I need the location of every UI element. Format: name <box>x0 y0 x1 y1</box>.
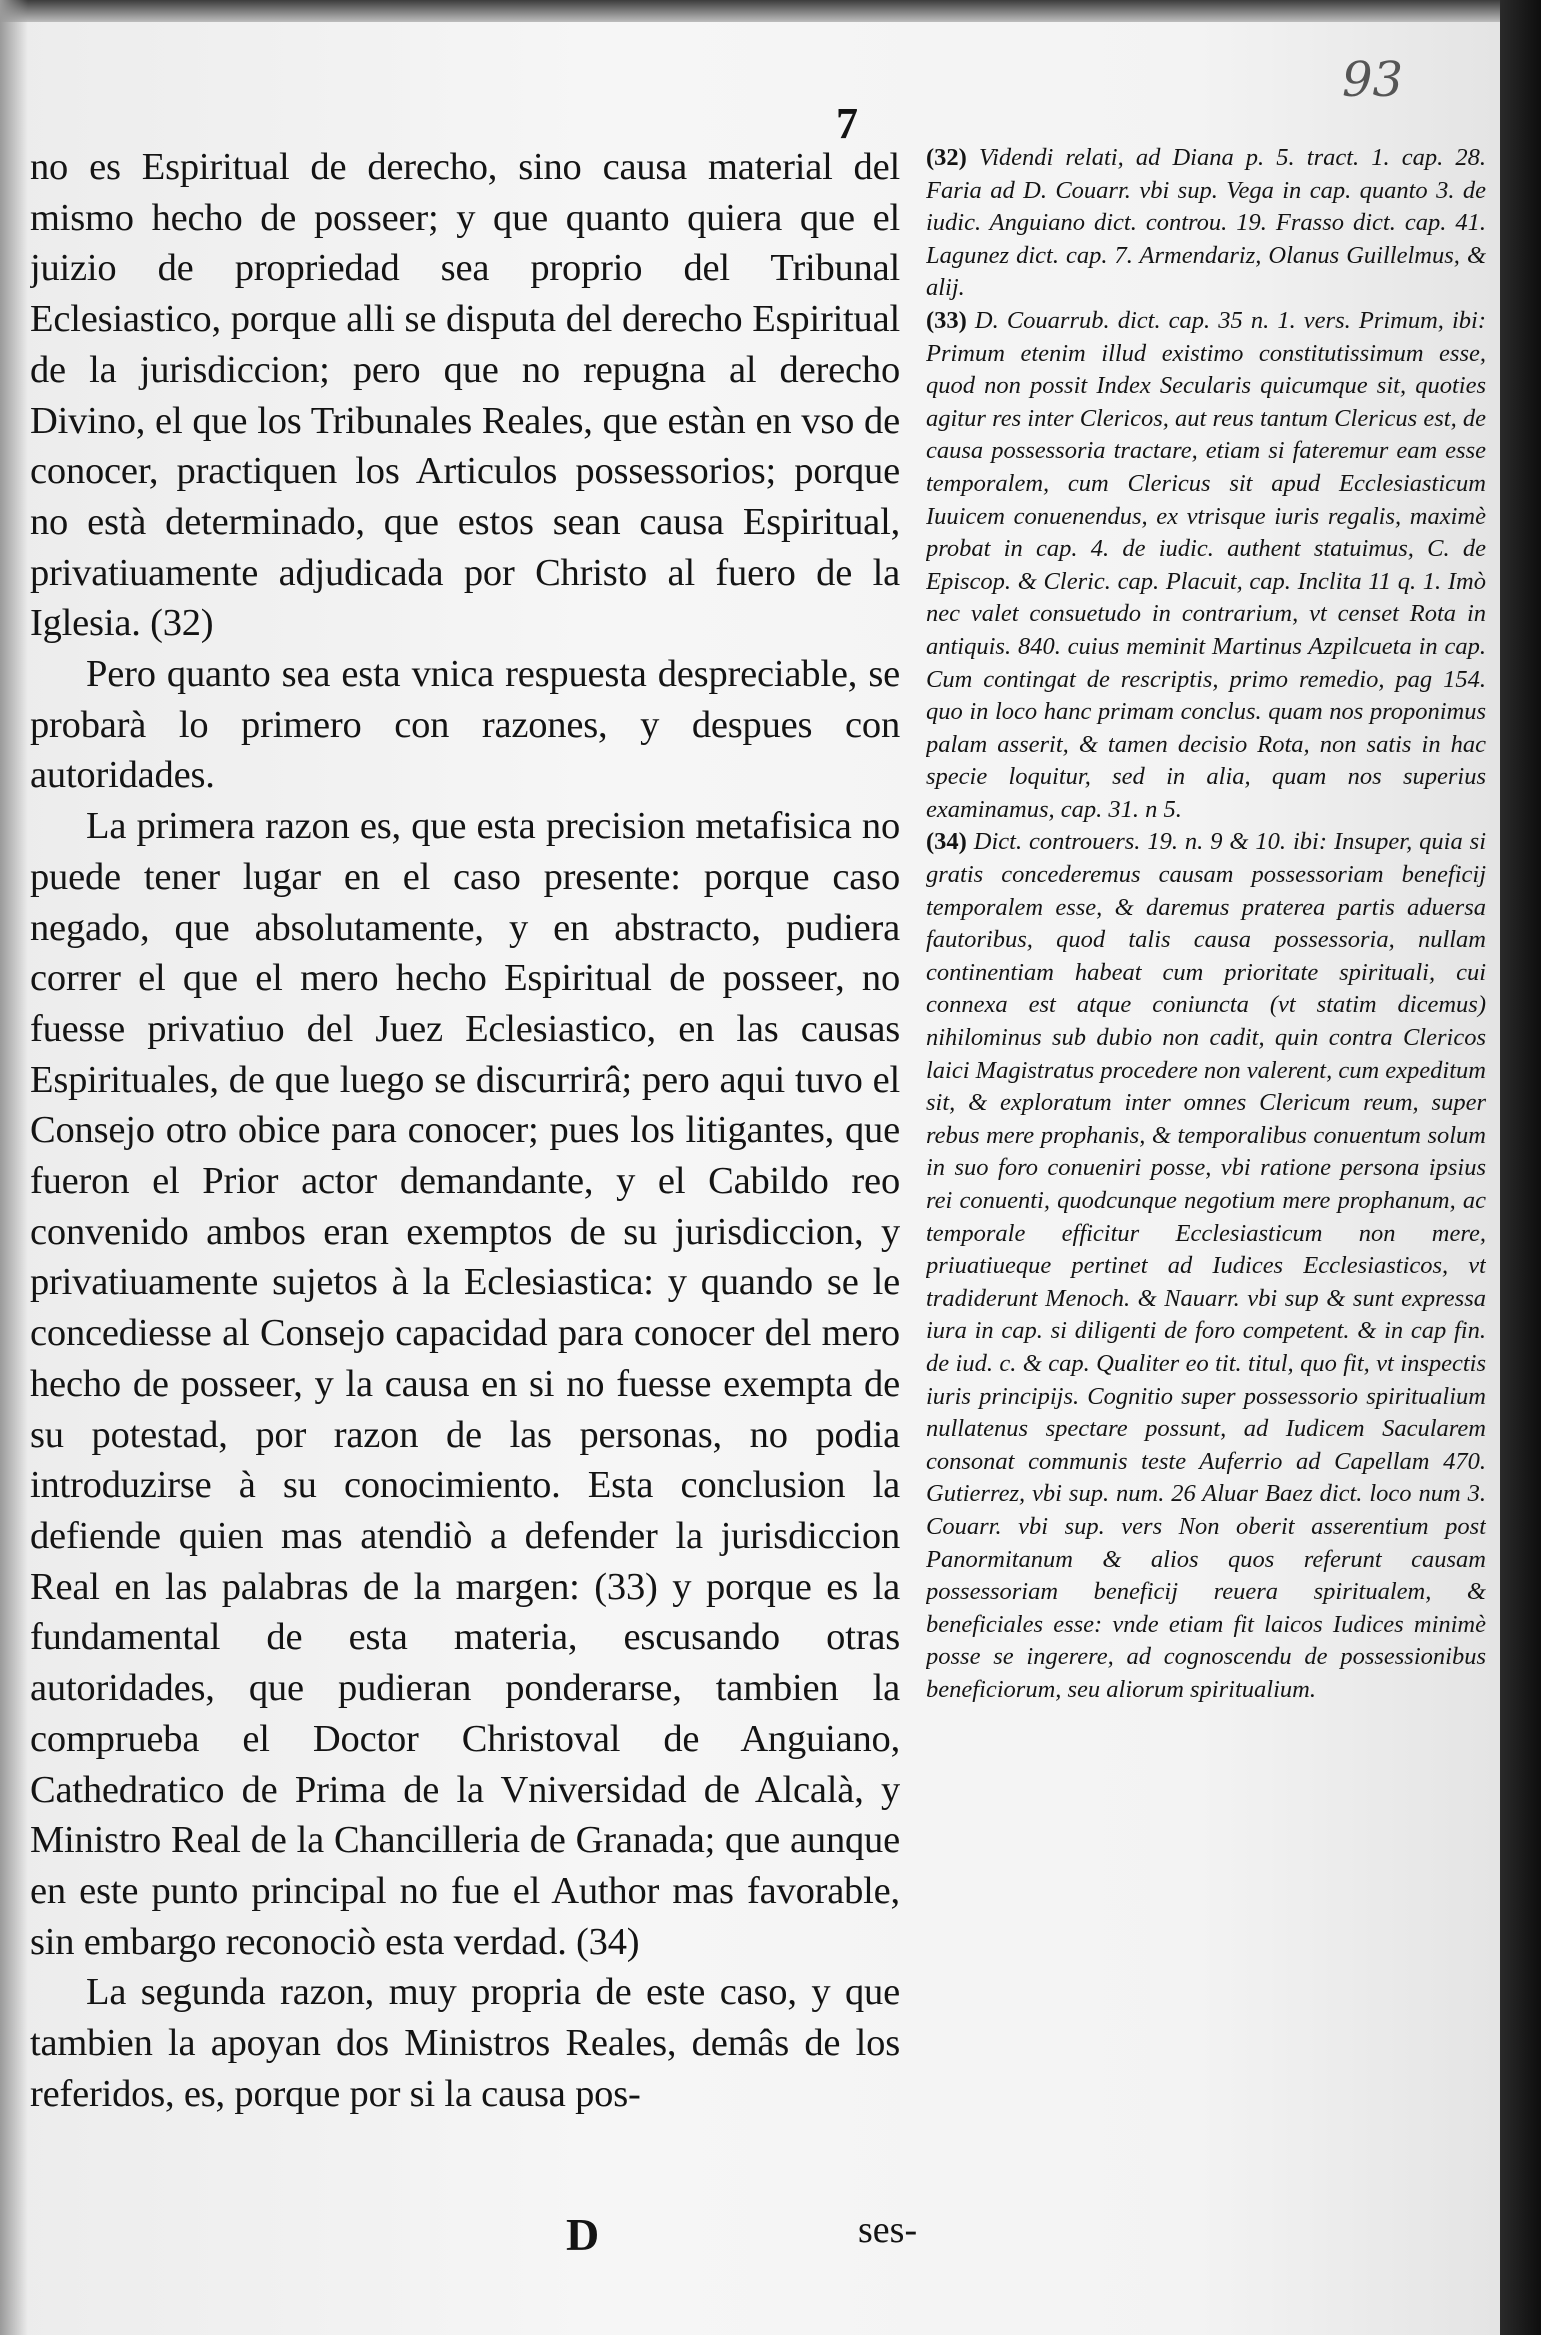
main-text-column <box>30 142 900 2262</box>
note-number: (32) <box>926 144 967 171</box>
paragraph: no es Espiritual de derecho, sino causa material del mismo hecho de posseer; y que quanto quiera que el juizio de propriedad sea proprio del Tribunal Eclesiastico, porque alli se disputa del derecho Espiritual de la jurisdiccion; pero que no repugna al derecho Divino, el que los Tribunales Reales, que estàn en vso de conocer, practiquen los Articulos possessorios; porque no està determinado, que estos sean causa Espiritual, privatiuamente adjudicada por Christo al fuero de la Iglesia. (32) <box>30 146 900 645</box>
marginal-note <box>926 826 1486 1706</box>
gutter-shadow <box>0 0 28 2335</box>
note-number: (34) <box>926 828 967 856</box>
signature-mark: D <box>566 2209 600 2260</box>
page-number: 7 <box>836 99 858 148</box>
note-text: Videndi relati, ad Diana p. 5. tract. 1. cap. 28. Faria ad D. Couarr. vbi sup. Vega in cap. quanto 3. de iudic. Anguiano dict. controu. 19. Frasso dict. cap. 41. Lagunez dict. cap. 7. Armendariz, Olanus Guillelmus, & alij. <box>926 144 1486 302</box>
catchword: ses- <box>858 2209 918 2251</box>
paragraph: Pero quanto sea esta vnica respuesta despreciable, se probarà lo primero con razones, y despues con autoridades. <box>30 653 900 797</box>
note-number: (33) <box>926 306 967 334</box>
page-top-edge <box>0 0 1500 22</box>
book-edge-shadow <box>1500 0 1541 2335</box>
marginal-note <box>926 305 1486 827</box>
paragraph: La segunda razon, muy propria de este caso, y que tambien la apoyan dos Ministros Reales, demâs de los referidos, es, porque por si la causa pos- <box>30 1971 900 2115</box>
handwritten-folio-number: 93 <box>1342 52 1404 108</box>
marginal-note <box>926 142 1486 305</box>
marginal-notes-column <box>926 142 1486 2182</box>
paragraph: La primera razon es, que esta precision metafisica no puede tener lugar en el caso presente: porque caso negado, que absolutamente, y en abstracto, pudiera correr el que el mero hecho Espiritual de posseer, no fuesse privatiuo del Juez Eclesiastico, en las causas Espirituales, de que luego se discurrirâ; pero aqui tuvo el Consejo otro obice para conocer; pues los litigantes, que fueron el Prior actor demandante, y el Cabildo reo convenido ambos eran exemptos de su jurisdiccion, y privatiuamente sujetos à la Eclesiastica: y quando se le concediesse al Consejo capacidad para conocer del mero hecho de posseer, y la causa en si no fuesse exempta de su potestad, por razon de las personas, no podia introduzirse à su conocimiento. Esta conclusion la defiende quien mas atendiò a defender la jurisdiccion Real en las palabras de la margen: (33) y porque es la fundamental de esta materia, escusando otras autoridades, que pudieran ponderarse, tambien la comprueba el Doctor Christoval de Anguiano, Cathedratico de Prima de la Vniversidad de Alcalà, y Ministro Real de la Chancilleria de Granada; que aunque en este punto principal no fue el Author mas favorable, sin embargo reconociò esta verdad. (34) <box>30 805 900 1963</box>
note-text: Dict. controuers. 19. n. 9 & 10. ibi: Insuper, quia si gratis concederemus causam possessoriam beneficij temporalem esse, & daremus praterea partis aduersa fautoribus, quod talis causa possessoria, nullam continentiam habeat cum prioritate spirituali, cui connexa est atque coniuncta (vt statim dicemus) nihilominus sub dubio non cadit, quin contra Clericos laici Magistratus procedere non valerent, cum expeditum sit, & exploratum inter omnes Clericum reum, super rebus mere prophanis, & temporalibus conuentum solum in suo foro conueniri posse, vbi ratione persona ipsius rei conuenti, quodcunque negotium mere prophanum, ac temporale efficitur Ecclesiasticum non mere, priuatiueque pertinet ad Iudices Ecclesiasticos, vt tradiderunt Menoch. & Nauarr. vbi sup & sunt expressa iura in cap. si diligenti de foro competent. & in cap fin. de iud. c. & cap. Qualiter eo tit. titul, quo fit, vt inspectis iuris principijs. Cognitio super possessorio spiritualium nullatenus spectare possunt, ad Iudicem Sacularem consonat communis teste Auferrio ad Capellam 470. Gutierrez, vbi sup. num. 26 Aluar Baez dict. loco num 3. Couarr. vbi sup. vers Non oberit asserentium post Panormitanum & alios quos referunt causam possessoriam beneficij reuera spiritualem, & beneficiales esse: vnde etiam fit laicos Iudices minimè posse se ingerere, ad cognoscendu de possessionibus beneficiorum, seu aliorum spiritualium. <box>926 828 1486 1703</box>
note-text: D. Couarrub. dict. cap. 35 n. 1. vers. Primum, ibi: Primum etenim illud existimo constitutissimum esse, quod non possit Index Secularis quicumque sit, quoties agitur res inter Clericos, aut reus tantum Clericus est, de causa possessoria tractare, etiam si fateremur eam esse temporalem, cum Clericus sit apud Ecclesiasticum Iuuicem conuenendus, ex vtrisque iuris regalis, maximè probat in cap. 4. de iudic. authent statuimus, C. de Episcop. & Cleric. cap. Placuit, cap. Inclita 11 q. 1. Imò nec valet consuetudo in contrarium, vt censet Rota in antiquis. 840. cuius meminit Martinus Azpilcueta in cap. Cum contingat de rescriptis, primo remedio, pag 154. quo in loco hanc primam conclus. quam nos proponimus palam asserit, & tamen decisio Rota, non satis in hac specie loquitur, sed in alia, quam nos superius examinamus, cap. 31. n 5. <box>926 306 1486 823</box>
